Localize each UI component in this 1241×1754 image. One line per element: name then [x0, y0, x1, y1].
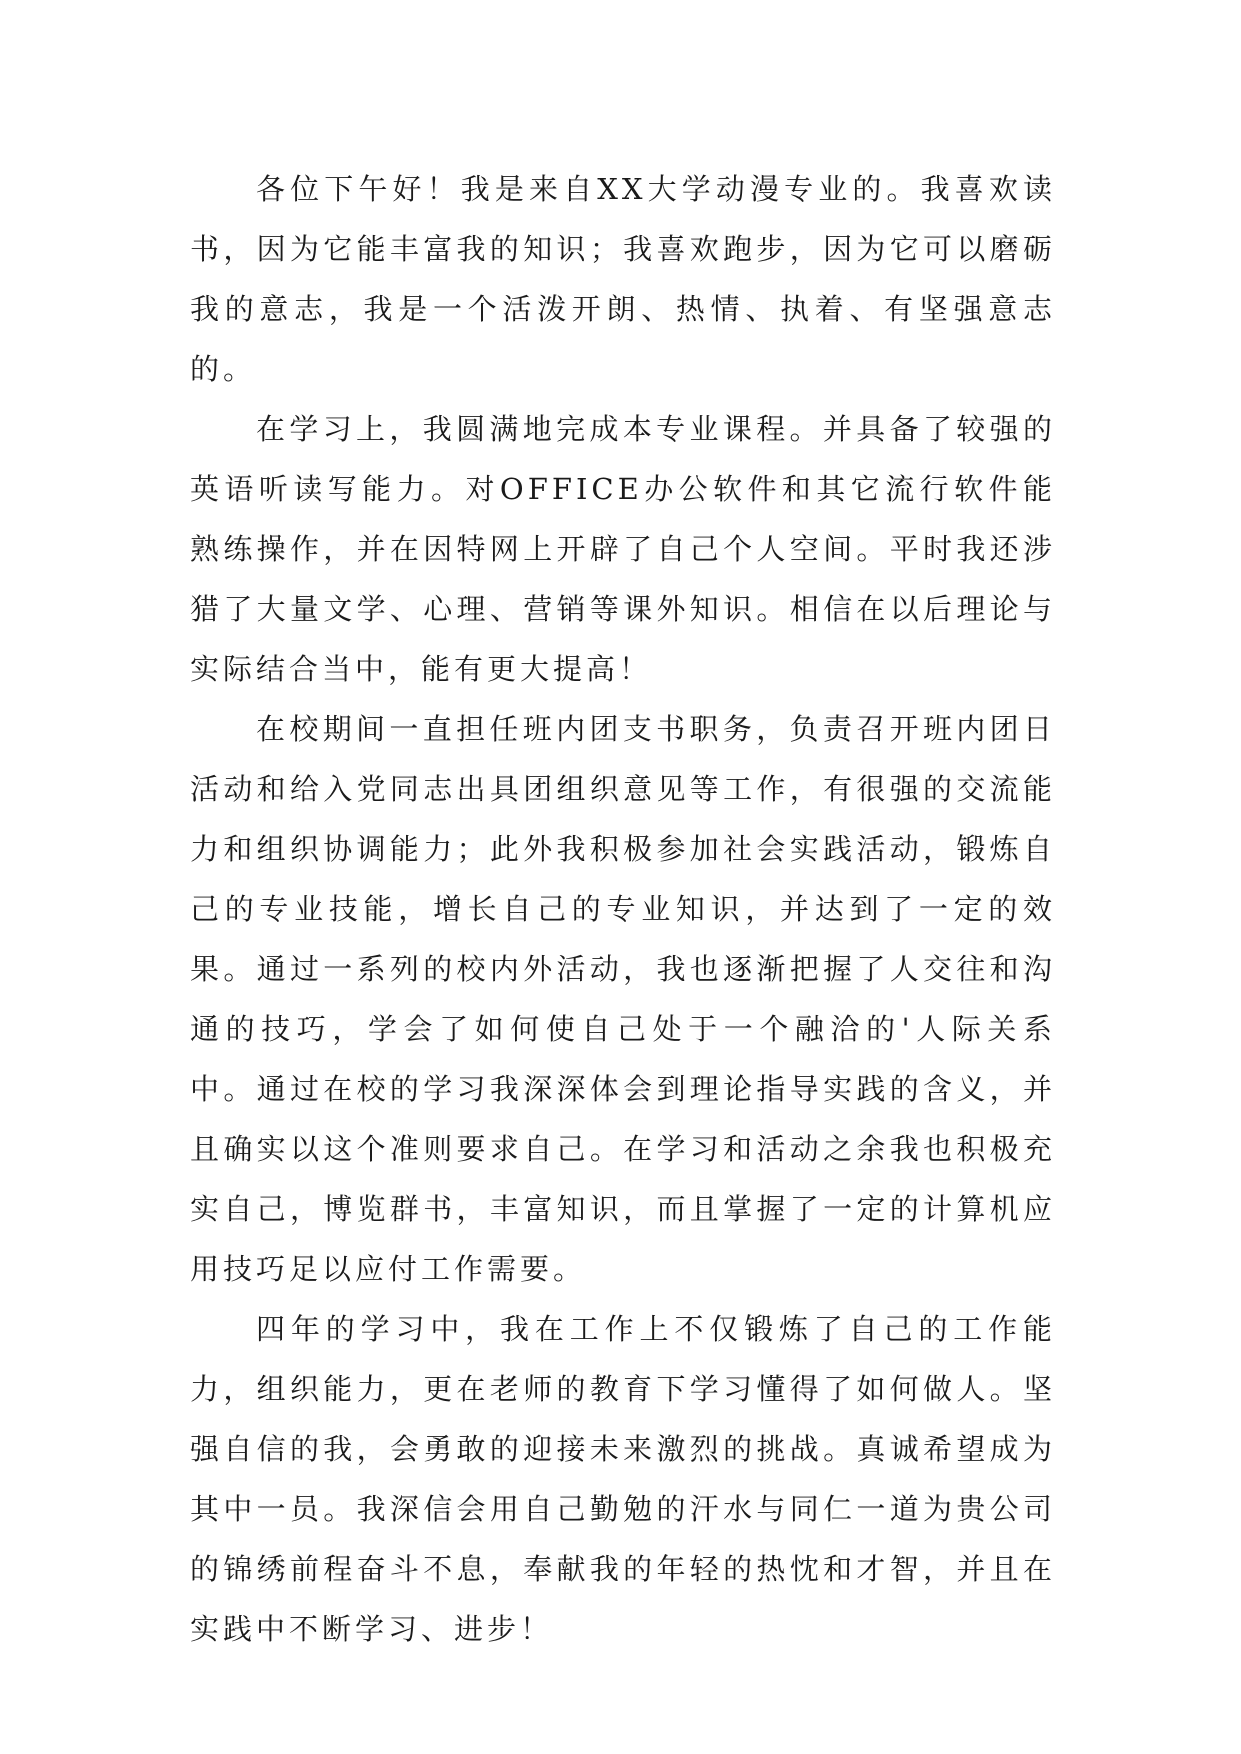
- document-body: [190, 159, 1056, 1659]
- paragraph-study: 在学习上，我圆满地完成本专业课程。并具备了较强的英语听读写能力。对OFFICE办公软件和其它流行软件能熟练操作，并在因特网上开辟了自己个人空间。平时我还涉猎了大量文学、心理、营销等课外知识。相信在以后理论与实际结合当中，能有更大提高！: [190, 412, 1056, 686]
- paragraph-introduction: 各位下午好！我是来自XX大学动漫专业的。我喜欢读书，因为它能丰富我的知识；我喜欢跑步，因为它可以磨砺我的意志，我是一个活泼开朗、热情、执着、有坚强意志的。: [190, 172, 1056, 386]
- paragraph-conclusion: 四年的学习中，我在工作上不仅锻炼了自己的工作能力，组织能力，更在老师的教育下学习懂得了如何做人。坚强自信的我，会勇敢的迎接未来激烈的挑战。真诚希望成为其中一员。我深信会用自己勤勉的汗水与同仁一道为贵公司的锦绣前程奋斗不息，奉献我的年轻的热忱和才智，并且在实践中不断学习、进步！: [190, 1312, 1056, 1646]
- paragraph-campus-activities: 在校期间一直担任班内团支书职务，负责召开班内团日活动和给入党同志出具团组织意见等工作，有很强的交流能力和组织协调能力；此外我积极参加社会实践活动，锻炼自己的专业技能，增长自己的专业知识，并达到了一定的效果。通过一系列的校内外活动，我也逐渐把握了人交往和沟通的技巧，学会了如何使自己处于一个融洽的'人际关系中。通过在校的学习我深深体会到理论指导实践的含义，并且确实以这个准则要求自己。在学习和活动之余我也积极充实自己，博览群书，丰富知识，而且掌握了一定的计算机应用技巧足以应付工作需要。: [190, 712, 1056, 1286]
